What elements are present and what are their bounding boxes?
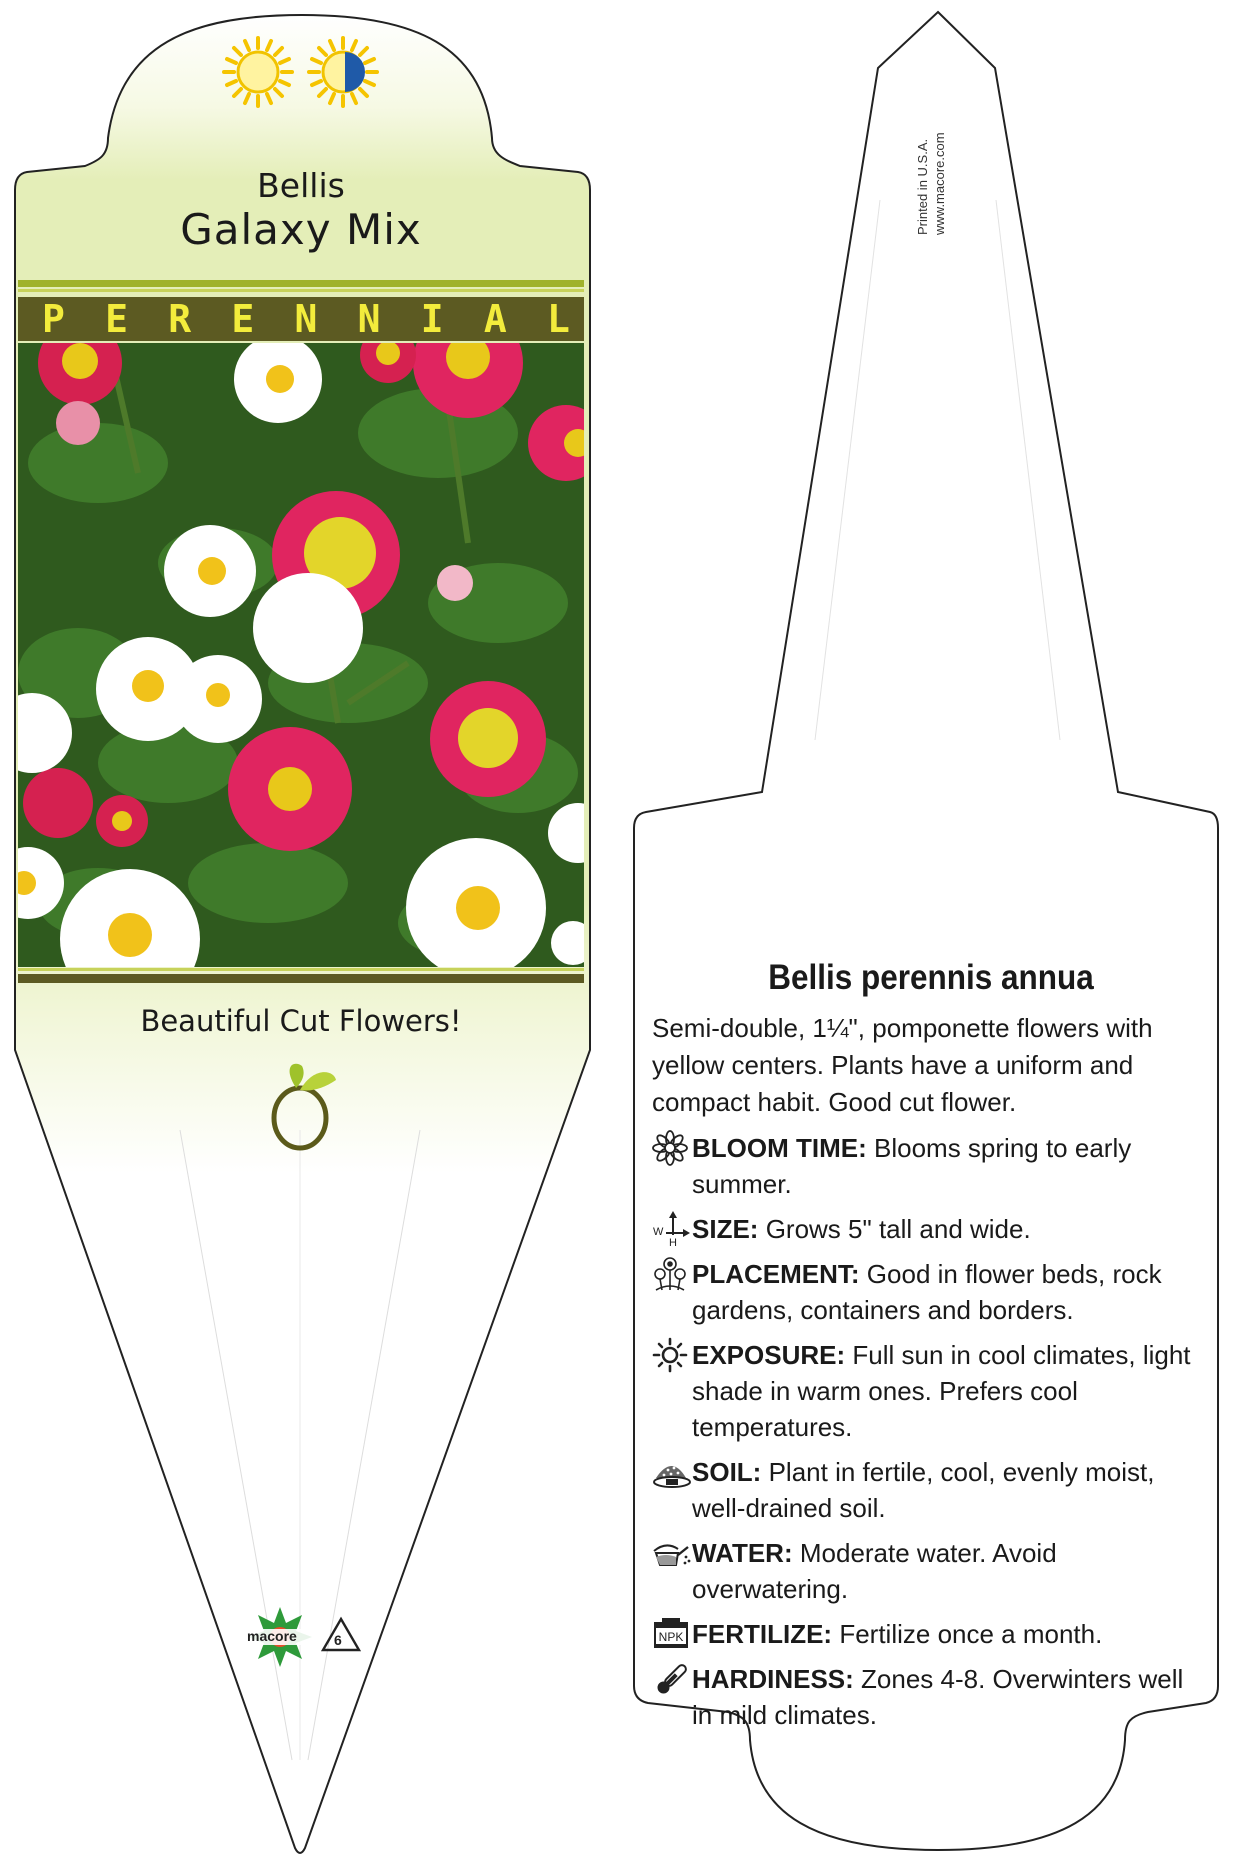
bloom-label: BLOOM TIME: (692, 1133, 867, 1163)
printed-line-1: Printed in U.S.A. (915, 138, 930, 235)
printed-line-2: www.macore.com (932, 132, 947, 235)
perennial-letter: L (547, 297, 570, 341)
plant-description: Semi-double, 1¼", pomponette flowers with yellow centers. Plants have a uniform and compact habit. Good cut flower. (652, 1013, 1153, 1117)
perennial-letter: I (420, 297, 444, 341)
npk-text: NPK (658, 1630, 684, 1644)
bloom-text: Blooms spring to early summer. (692, 1133, 1132, 1199)
hardiness-text: Zones 4-8. Overwinters well in mild climates. (692, 1664, 1184, 1730)
exposure-label: EXPOSURE: (692, 1340, 846, 1370)
fertilize-label: FERTILIZE: (692, 1619, 833, 1649)
care-row-placement (652, 1256, 1210, 1328)
care-row-soil (652, 1454, 1210, 1526)
perennial-letter: E (231, 297, 255, 341)
placement-flowers-icon (652, 1256, 692, 1292)
scientific-name: Bellis perennis annua (768, 958, 1094, 997)
watering-can-icon (652, 1535, 692, 1571)
care-row-water (652, 1535, 1210, 1607)
bloom-flower-icon (652, 1130, 692, 1166)
plant-genus: Bellis (257, 166, 345, 205)
perennial-letter: E (105, 297, 129, 341)
npk-fertilizer-icon (652, 1616, 692, 1652)
thermometer-icon (652, 1661, 692, 1697)
size-text: Grows 5" tall and wide. (765, 1214, 1031, 1244)
care-row-bloom (652, 1130, 1210, 1202)
placement-label: PLACEMENT: (692, 1259, 860, 1289)
band-stripe-bottom-thin (18, 968, 584, 971)
tagline: Beautiful Cut Flowers! (140, 1004, 462, 1038)
size-w: W (653, 1226, 664, 1238)
band-stripe-top (18, 280, 584, 287)
exposure-text: Full sun in cool climates, light shade in warm ones. Prefers cool temperatures. (692, 1340, 1191, 1442)
perennial-letter: N (357, 297, 381, 341)
part-sun-icon (309, 38, 377, 106)
band-stripe-top-thin (18, 289, 584, 292)
fertilize-text: Fertilize once a month. (839, 1619, 1103, 1649)
plant-variety: Galaxy Mix (180, 205, 422, 254)
size-h: H (669, 1237, 677, 1247)
printed-in-usa (914, 90, 950, 235)
macore-brand-text: macore (247, 1628, 297, 1644)
recycle-code: 6 (334, 1632, 342, 1648)
care-info (652, 958, 1210, 1733)
band-stripe-bottom (18, 974, 584, 983)
perennial-letter: P (42, 297, 65, 341)
flower-photo (18, 343, 584, 967)
hardiness-label: HARDINESS: (692, 1664, 854, 1694)
soil-label: SOIL: (692, 1457, 762, 1487)
soil-text: Plant in fertile, cool, evenly moist, well-drained soil. (692, 1457, 1155, 1523)
perennial-letter: A (483, 297, 507, 341)
perennial-label (18, 297, 584, 341)
size-label: SIZE: (692, 1214, 759, 1244)
care-row-fertilize (652, 1616, 1210, 1652)
perennial-letter: N (294, 297, 318, 341)
soil-icon (652, 1454, 692, 1490)
placement-text: Good in flower beds, rock gardens, containers and borders. (692, 1259, 1162, 1325)
sun-exposure-icon (652, 1337, 692, 1373)
care-row-hardiness (652, 1661, 1210, 1733)
perennial-letter: R (168, 297, 192, 341)
water-text: Moderate water. Avoid overwatering. (692, 1538, 1057, 1604)
care-row-exposure (652, 1337, 1210, 1445)
full-sun-icon (224, 38, 292, 106)
care-row-size (652, 1211, 1210, 1247)
water-label: WATER: (692, 1538, 793, 1568)
size-arrows-icon (652, 1211, 692, 1247)
